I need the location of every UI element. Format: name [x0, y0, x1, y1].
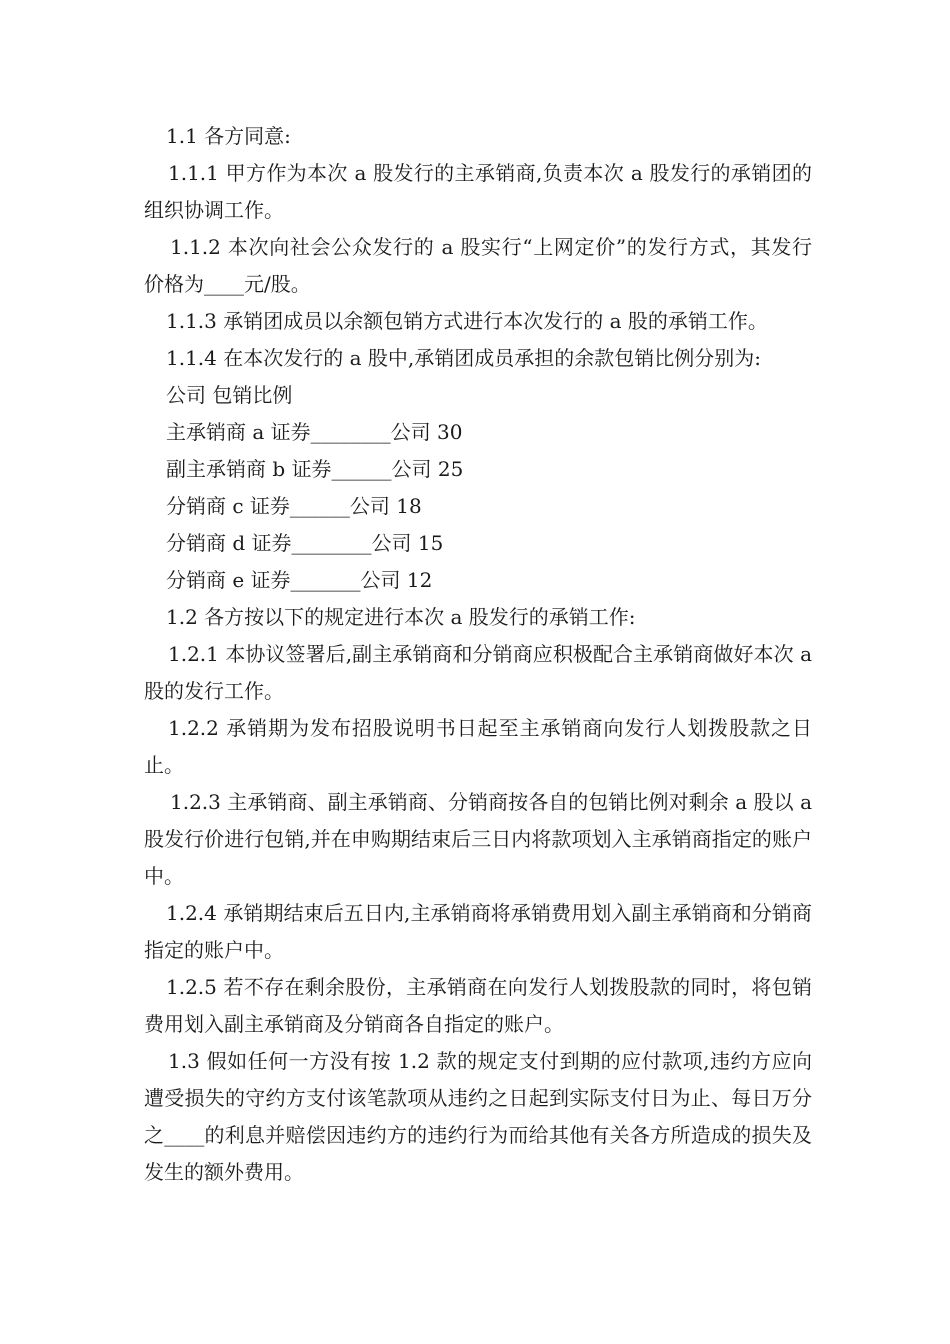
paragraph-1-1-4: 1.1.4 在本次发行的 a 股中,承销团成员承担的余款包销比例分别为:: [166, 346, 761, 370]
underwriter-line-d: 分销商 d 证券________公司 15: [166, 531, 444, 555]
paragraph-1-3: 1.3 假如任何一方没有按 1.2 款的规定支付到期的应付款项,违约方应向遭受损失的守约方支付该笔款项从违约之日起到实际支付日为止、每日万分之____的利息并赔偿因违约方的违约行为而给其他有关各方所造成的损失及发生的额外费用。: [144, 1049, 812, 1184]
underwriter-line-b: 副主承销商 b 证券______公司 25: [166, 457, 464, 481]
paragraph-1-1-1: 1.1.1 甲方作为本次 a 股发行的主承销商,负责本次 a 股发行的承销团的组织协调工作。: [144, 161, 812, 222]
paragraph-1-2: 1.2 各方按以下的规定进行本次 a 股发行的承销工作:: [166, 605, 636, 629]
paragraph-1-2-5: 1.2.5 若不存在剩余股份，主承销商在向发行人划拨股款的同时，将包销费用划入副主承销商及分销商各自指定的账户。: [144, 975, 812, 1036]
table-header-line: 公司 包销比例: [166, 383, 293, 407]
paragraph-1-2-4: 1.2.4 承销期结束后五日内,主承销商将承销费用划入副主承销商和分销商指定的账户中。: [144, 901, 812, 962]
paragraph-1-2-1: 1.2.1 本协议签署后,副主承销商和分销商应积极配合主承销商做好本次 a 股的发行工作。: [144, 642, 812, 703]
underwriter-line-c: 分销商 c 证券______公司 18: [166, 494, 422, 518]
underwriter-line-a: 主承销商 a 证券________公司 30: [166, 420, 463, 444]
paragraph-1-2-2: 1.2.2 承销期为发布招股说明书日起至主承销商向发行人划拨股款之日止。: [144, 716, 812, 777]
paragraph-1-1-2: 1.1.2 本次向社会公众发行的 a 股实行“上网定价”的发行方式，其发行价格为____元/股。: [144, 235, 812, 296]
paragraph-1-2-3: 1.2.3 主承销商、副主承销商、分销商按各自的包销比例对剩余 a 股以 a 股发行价进行包销,并在申购期结束后三日内将款项划入主承销商指定的账户中。: [144, 790, 812, 888]
document-body: [144, 118, 812, 1191]
underwriter-line-e: 分销商 e 证券_______公司 12: [166, 568, 433, 592]
paragraph-1-1: 1.1 各方同意:: [166, 124, 291, 148]
paragraph-1-1-3: 1.1.3 承销团成员以余额包销方式进行本次发行的 a 股的承销工作。: [166, 309, 768, 333]
